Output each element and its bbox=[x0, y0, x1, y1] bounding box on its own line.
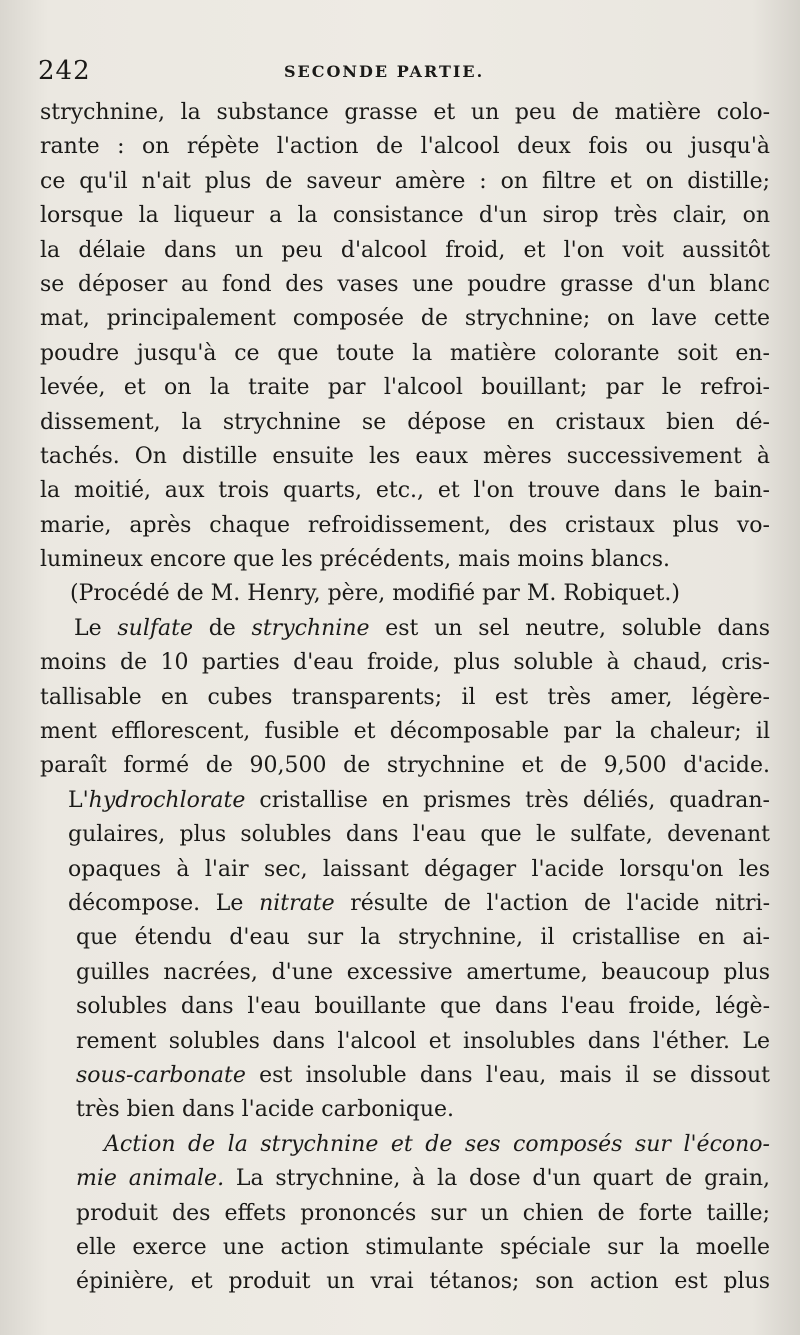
text-line: lumineux encore que les précédents, mais moins blancs. bbox=[40, 547, 670, 573]
text-line: ce qu'il n'ait plus de saveur amère : on filtre et on distille; bbox=[40, 168, 770, 194]
text-line: ment efflorescent, fusible et décomposable par la chaleur; il bbox=[40, 719, 770, 745]
running-head: SECONDE PARTIE. bbox=[284, 62, 485, 81]
text-line: produit des effets prononcés sur un chien de forte taille; bbox=[76, 1200, 770, 1226]
text-line: tallisable en cubes transparents; il est très amer, légère- bbox=[40, 684, 770, 710]
text-line: moins de 10 parties d'eau froide, plus soluble à chaud, cris- bbox=[40, 650, 770, 676]
text-line: gulaires, plus solubles dans l'eau que le sulfate, devenant bbox=[68, 822, 770, 848]
text-line: mat, principalement composée de strychnine; on lave cette bbox=[40, 306, 770, 332]
text-line: guilles nacrées, d'une excessive amertume, beaucoup plus bbox=[76, 959, 770, 985]
italic-term: sulfate bbox=[117, 615, 193, 641]
text-line: très bien dans l'acide carbonique. bbox=[76, 1097, 455, 1123]
citation-line: (Procédé de M. Henry, père, modifié par M. Robiquet.) bbox=[70, 581, 680, 607]
text-line: strychnine, la substance grasse et un peu de matière colo- bbox=[40, 100, 770, 125]
text-line: poudre jusqu'à ce que toute la matière colorante soit en- bbox=[40, 340, 770, 366]
text-line: opaques à l'air sec, laissant dégager l'acide lorsqu'on les bbox=[68, 856, 770, 882]
text-line: Le sulfate de strychnine est un sel neutre, soluble dans bbox=[74, 615, 770, 641]
text-line: paraît formé de 90,500 de strychnine et de 9,500 d'acide. bbox=[40, 753, 770, 779]
text-line: elle exerce une action stimulante spéciale sur la moelle bbox=[76, 1234, 770, 1260]
text-line: épinière, et produit un vrai tétanos; son action est plus bbox=[76, 1269, 770, 1295]
body-text bbox=[40, 96, 770, 1300]
text-line: tachés. On distille ensuite les eaux mères successivement à bbox=[40, 443, 770, 469]
text-line: que étendu d'eau sur la strychnine, il cristallise en ai- bbox=[76, 925, 770, 951]
text-line: L'hydrochlorate cristallise en prismes très déliés, quadran- bbox=[68, 787, 770, 813]
section-heading-italic: Action de la strychnine et de ses composés sur l'écono- bbox=[104, 1131, 770, 1157]
text-line: la moitié, aux trois quarts, etc., et l'on trouve dans le bain- bbox=[40, 478, 770, 504]
text-line: mie animale. La strychnine, à la dose d'un quart de grain, bbox=[76, 1166, 770, 1192]
text-line: se déposer au fond des vases une poudre grasse d'un blanc bbox=[40, 271, 770, 297]
italic-term: nitrate bbox=[259, 890, 335, 916]
text-line: rement solubles dans l'alcool et insolubles dans l'éther. Le bbox=[76, 1028, 770, 1054]
text-line: dissement, la strychnine se dépose en cristaux bien dé- bbox=[40, 409, 770, 435]
text-line: décompose. Le nitrate résulte de l'action de l'acide nitri- bbox=[68, 890, 771, 916]
italic-term: strychnine bbox=[251, 615, 370, 641]
italic-term: sous-carbonate bbox=[76, 1062, 246, 1088]
page-header bbox=[38, 56, 768, 90]
text-line: lorsque la liqueur a la consistance d'un sirop très clair, on bbox=[40, 203, 770, 229]
text-line: rante : on répète l'action de l'alcool deux fois ou jusqu'à bbox=[40, 134, 770, 160]
page-number: 242 bbox=[38, 56, 91, 86]
text-line: la délaie dans un peu d'alcool froid, et l'on voit aussitôt bbox=[40, 237, 770, 263]
italic-term: mie animale. bbox=[76, 1166, 225, 1192]
text-line: levée, et on la traite par l'alcool bouillant; par le refroi- bbox=[40, 375, 770, 401]
italic-term: hydrochlorate bbox=[88, 787, 246, 813]
text-line: marie, après chaque refroidissement, des cristaux plus vo- bbox=[40, 512, 770, 538]
text-line: solubles dans l'eau bouillante que dans l'eau froide, légè- bbox=[76, 994, 770, 1020]
text-line: sous-carbonate est insoluble dans l'eau, mais il se dissout bbox=[76, 1062, 770, 1088]
